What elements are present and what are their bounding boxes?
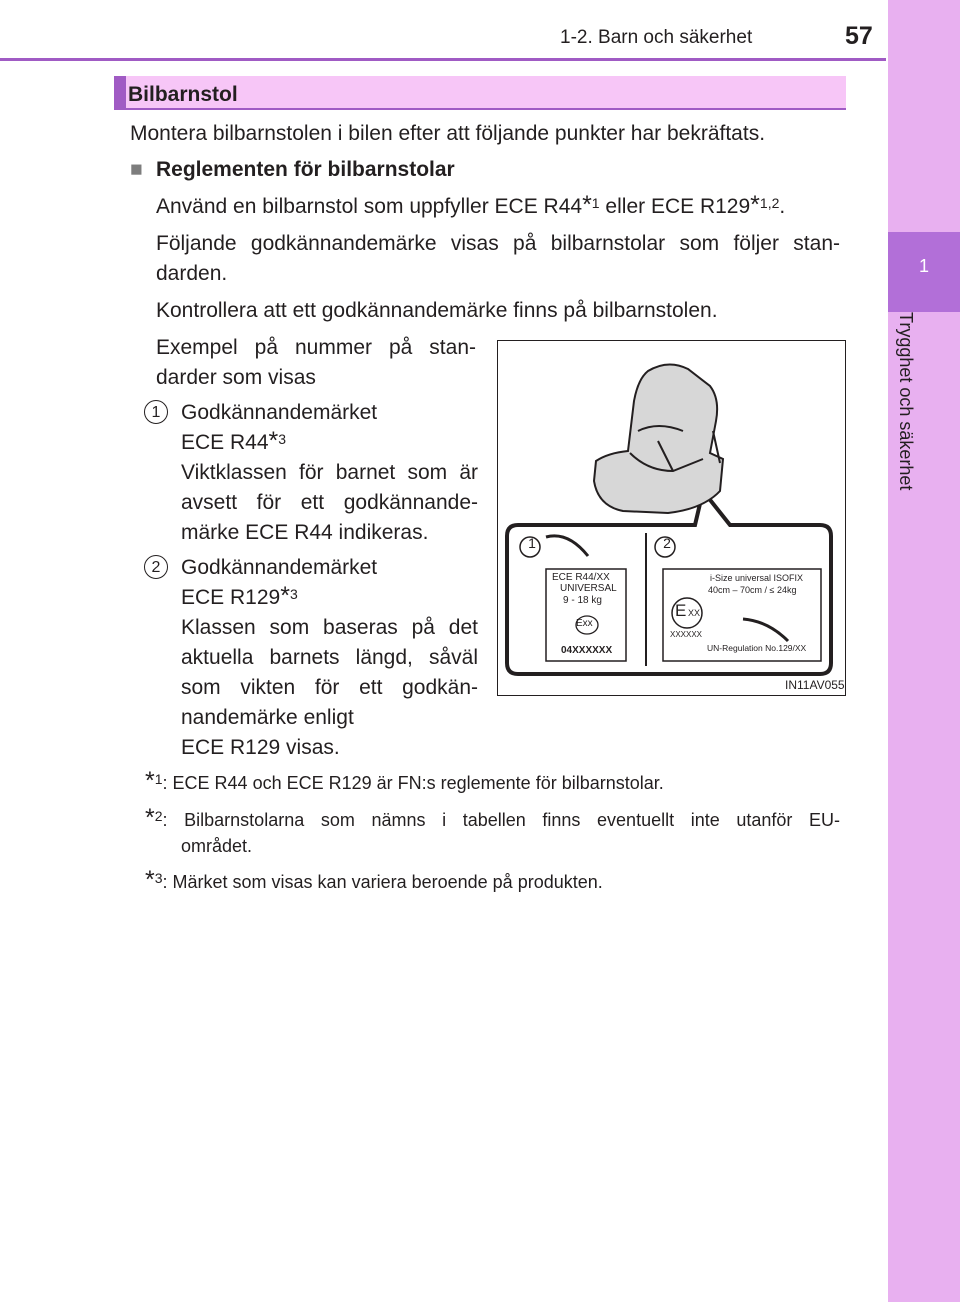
footnote-ref: 2 <box>154 808 163 824</box>
label2-mark-xx: XX <box>688 608 701 618</box>
label2-line1: i-Size universal ISOFIX <box>710 573 804 583</box>
footnote-star: * <box>582 191 592 219</box>
footnote-1-text: : ECE R44 och ECE R129 är FN:s reglemente för bilbarnstolar. <box>162 773 664 793</box>
bullet-square: ■ <box>130 158 143 181</box>
example-line2: darder som visas <box>156 366 316 389</box>
label1-line1: ECE R44/XX <box>552 572 610 583</box>
item2-line2 <box>181 583 298 613</box>
footnote-ref: 3 <box>278 431 287 447</box>
item1-standard: ECE R44 <box>181 431 269 454</box>
item2-line7: ECE R129 visas. <box>181 736 340 759</box>
item1-line3: Viktklassen för barnet som är <box>181 461 478 484</box>
footnote-star: * <box>280 582 290 610</box>
item1-line1: Godkännandemärket <box>181 401 378 424</box>
paragraph-check: Kontrollera att ett godkännandemärke finns på bilbarnstolen. <box>156 299 718 322</box>
footnote-ref: 3 <box>289 586 298 602</box>
label1-mark: Exx <box>576 618 593 629</box>
section-title: Bilbarnstol <box>128 83 238 106</box>
side-tab-chapter-title: Trygghet och säkerhet <box>896 312 916 491</box>
footnote-2-text: : Bilbarnstolarna som nämns i tabellen finns eventuellt inte utanför EU- <box>162 810 840 830</box>
footnote-ref: 1 <box>154 771 163 787</box>
subsection-heading: Reglementen för bilbarnstolar <box>156 158 455 181</box>
label2-regulation: UN-Regulation No.129/XX <box>707 643 807 653</box>
item1-line2 <box>181 428 286 458</box>
intro-text: Montera bilbarnstolen i bilen efter att följande punkter har bekräftats. <box>130 122 766 145</box>
item2-line6: nandemärke enligt <box>181 706 354 729</box>
item-number-circle: 2 <box>144 555 168 579</box>
label2-code: XXXXXX <box>670 630 703 639</box>
paragraph-approval-line2: darden. <box>156 262 228 285</box>
regulation-line <box>156 192 785 222</box>
footnote-star: * <box>145 767 155 795</box>
footnote-star: * <box>750 191 760 219</box>
footnote-3-text: : Märket som visas kan variera beroende på produkten. <box>162 872 603 892</box>
item2-standard: ECE R129 <box>181 586 281 609</box>
regulation-text-end: . <box>779 195 786 218</box>
figure-callout-1: 1 <box>528 535 536 551</box>
side-tab-chapter-number: 1 <box>918 256 929 276</box>
footnote-star: * <box>145 866 155 894</box>
regulation-text-b: eller ECE R129 <box>599 195 751 218</box>
figure-id: IN11AV055 <box>785 678 845 692</box>
child-seat-illustration <box>498 341 845 695</box>
footnote-ref: 3 <box>154 870 163 886</box>
footnote-2 <box>145 804 840 833</box>
item2-line5: som vikten för ett godkän- <box>181 676 478 699</box>
label1-code: 04XXXXXX <box>561 645 613 656</box>
footnote-2-cont: området. <box>181 836 253 856</box>
footnote-ref: 1,2 <box>759 195 780 211</box>
item-number-circle: 1 <box>144 400 168 424</box>
footnote-ref: 1 <box>591 195 600 211</box>
footnote-3 <box>145 866 603 895</box>
item1-line4: avsett för ett godkännande- <box>181 491 478 514</box>
child-seat-icon <box>594 364 723 513</box>
example-line1: Exempel på nummer på stan- <box>156 336 476 359</box>
paragraph-approval-line1: Följande godkännandemärke visas på bilbarnstolar som följer stan- <box>156 232 840 255</box>
item2-line4: aktuella barnets längd, såväl <box>181 646 478 669</box>
footnote-star: * <box>268 427 279 455</box>
regulation-text-a: Använd en bilbarnstol som uppfyller ECE R44 <box>156 195 583 218</box>
item1-line5: märke ECE R44 indikeras. <box>181 521 429 544</box>
running-header-section: 1-2. Barn och säkerhet <box>560 27 753 48</box>
footnote-1 <box>145 767 664 796</box>
label2-line2: 40cm – 70cm / ≤ 24kg <box>708 585 797 595</box>
page-number: 57 <box>845 22 873 50</box>
item2-line1: Godkännandemärket <box>181 556 378 579</box>
label1-line3: 9 - 18 kg <box>563 595 602 606</box>
figure-callout-2: 2 <box>663 535 671 551</box>
header-rule <box>0 58 886 61</box>
label2-mark-e: E <box>675 601 687 620</box>
side-tab-strip <box>888 0 960 1302</box>
footnote-star: * <box>145 804 155 832</box>
label1-line2: UNIVERSAL <box>560 583 617 594</box>
item2-line3: Klassen som baseras på det <box>181 616 478 639</box>
